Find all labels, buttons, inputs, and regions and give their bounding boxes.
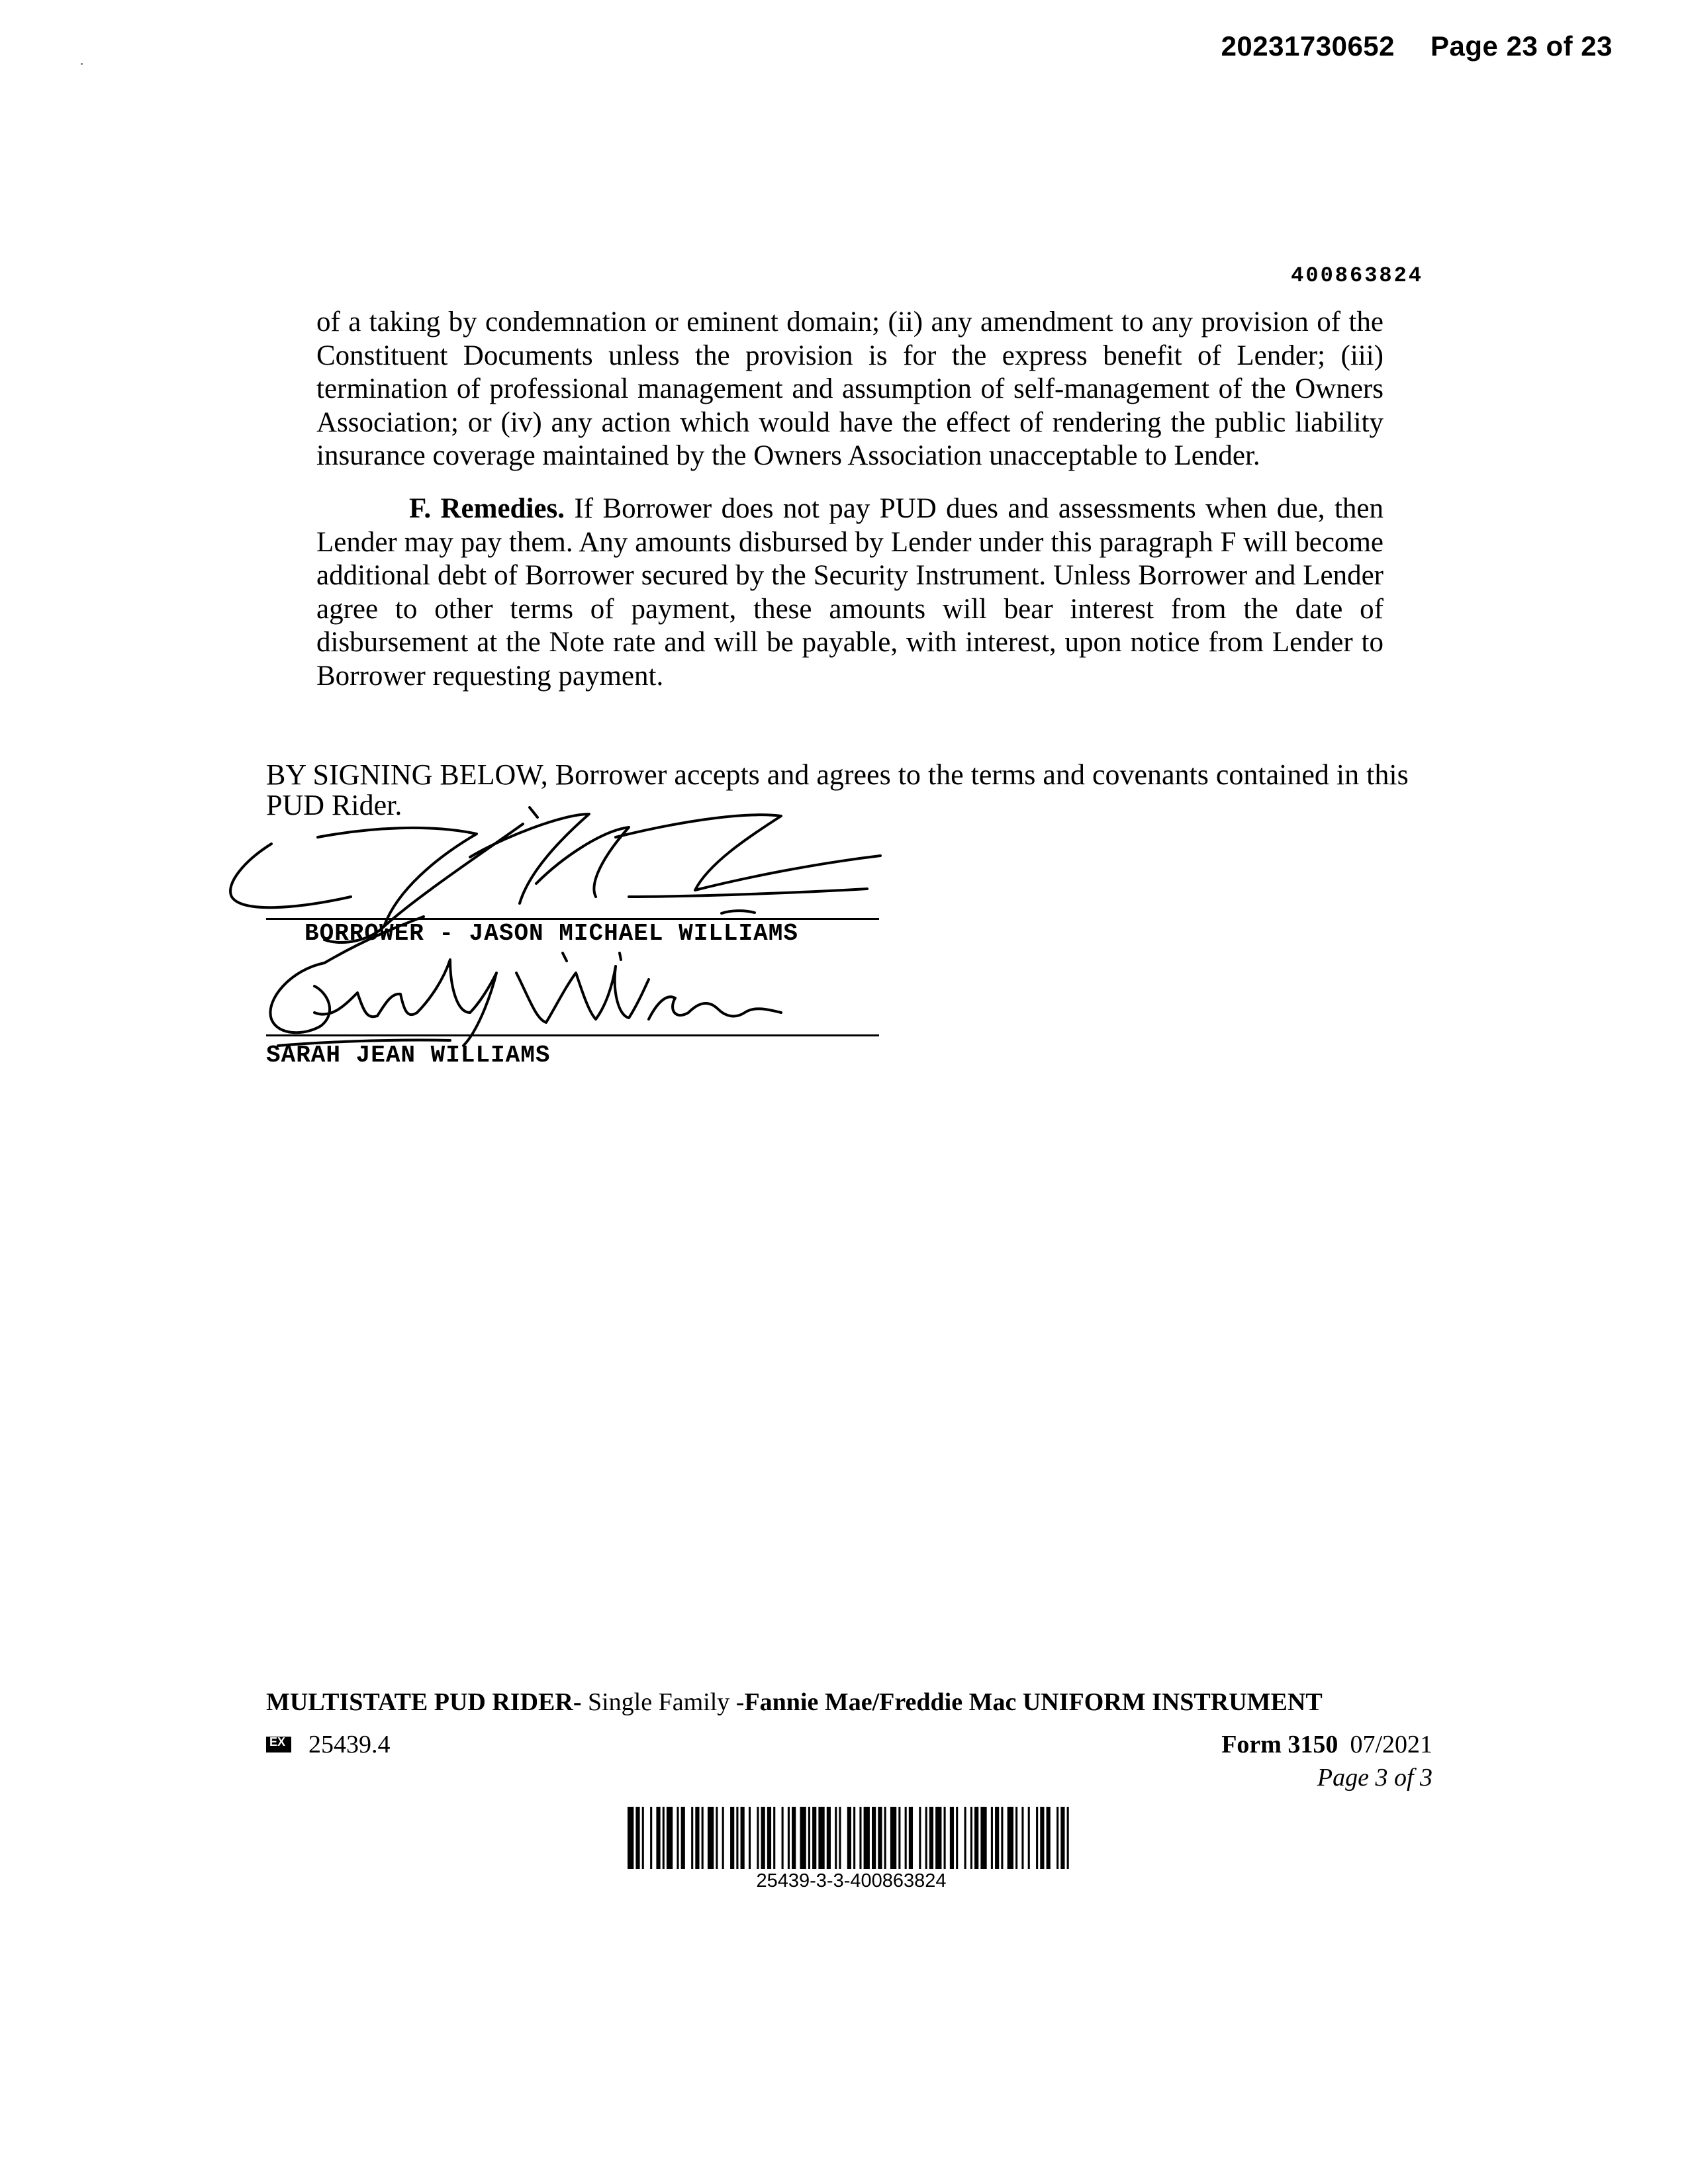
barcode-bar [964,1807,966,1869]
barcode-bar [898,1807,900,1869]
form-code [266,1730,391,1759]
barcode-bar [925,1807,927,1869]
barcode-bar [736,1807,738,1869]
barcode-bar [782,1807,784,1869]
barcode-bar [1036,1807,1038,1869]
barcode-bar [663,1807,665,1869]
signing-statement: BY SIGNING BELOW, Borrower accepts and agrees to the terms and covenants contained in this PUD Rider. [266,758,1409,821]
barcode-bar [956,1807,958,1869]
barcode-bar [1047,1807,1051,1869]
barcode-bar [691,1807,693,1869]
barcode-bar [1008,1807,1013,1869]
form-code-number: 25439.4 [308,1731,391,1758]
barcode-bar [1001,1807,1003,1869]
barcode-bar [767,1807,771,1869]
barcode-bar [667,1807,673,1869]
remedies-text: If Borrower does not pay PUD dues and assessments when due, then Lender may pay them. Any amounts disbursed by Lender under this paragraph F will become additional debt of Borrower secured by the Security Instrument. Unless Borrower and Lender agree to other terms of payment, these amounts will bear interest from the date of disbursement at the Note rate and will be payable, with interest, upon notice from Lender to Borrower requesting payment. [316,493,1383,692]
barcode-bar [800,1807,806,1869]
page-header [1221,30,1613,62]
barcode-bar [677,1807,679,1869]
scan-speck [81,63,83,65]
body-paragraph-1: of a taking by condemnation or eminent domain; (ii) any amendment to any provision of the Constituent Documents unless the provision is for the express benefit of Lender; (iii) termination of professional management and assumption of self-management of the Owners Association; or (iv) any action which would have the effect of rendering the public liability insurance coverage maintained by the Owners Association unacceptable to Lender. [316,306,1383,471]
ex-form-icon [266,1737,291,1752]
barcode-bar [847,1807,851,1869]
barcode-bar [808,1807,810,1869]
barcode-bar [1015,1807,1017,1869]
barcode-bar [1021,1807,1023,1869]
barcode-bar [950,1807,954,1869]
barcode-text: 25439-3-3-400863824 [756,1870,947,1891]
barcode-bar [757,1807,759,1869]
barcode-bar [749,1807,751,1869]
body-paragraph-remedies [316,492,1383,693]
document-number: 20231730652 [1221,30,1395,62]
form-identifier [1221,1730,1432,1759]
barcode-bar [970,1807,972,1869]
remedies-heading: F. Remedies. [409,493,565,524]
barcode-bar [995,1807,999,1869]
form-title-part-1: MULTISTATE PUD RIDER- [266,1688,582,1716]
barcode-bar [730,1807,734,1869]
barcode-bar [1067,1807,1069,1869]
barcode-bar [1040,1807,1044,1869]
barcode-bar [878,1807,882,1869]
barcode-bar [788,1807,790,1869]
form-title-part-2: Single Family - [581,1688,745,1716]
barcode-bar [773,1807,775,1869]
barcode-bar [702,1807,704,1869]
barcode-bar [722,1807,724,1869]
barcode-bar [681,1807,685,1869]
barcode-bar [935,1807,941,1869]
barcode-bar [839,1807,841,1869]
barcode-bar [974,1807,978,1869]
barcode-bar [909,1807,913,1869]
loan-number: 400863824 [1291,263,1423,288]
barcode-bar [980,1807,986,1869]
barcode-bar [864,1807,870,1869]
barcode-bar [628,1807,633,1869]
signer-name-co-borrower: SARAH JEAN WILLIAMS [266,1042,551,1069]
barcode-bar [884,1807,886,1869]
page-label: Page 23 of 23 [1430,30,1613,62]
barcode-bar [929,1807,933,1869]
barcode-bar [1060,1807,1064,1869]
barcode-bar [991,1807,993,1869]
barcode-bar [1056,1807,1058,1869]
barcode [628,1807,1075,1869]
barcode-bar [905,1807,907,1869]
barcode-bar [827,1807,831,1869]
form-number: Form 3150 [1221,1731,1338,1758]
barcode-bar [761,1807,765,1869]
form-page-number: Page 3 of 3 [1317,1764,1432,1792]
barcode-bar [835,1807,837,1869]
barcode-bar [890,1807,896,1869]
barcode-bar [944,1807,946,1869]
barcode-bar [708,1807,714,1869]
barcode-bar [656,1807,660,1869]
barcode-bar [1028,1807,1030,1869]
barcode-bar [818,1807,824,1869]
barcode-bar [650,1807,652,1869]
barcode-bar [642,1807,644,1869]
form-title-part-3: Fannie Mae/Freddie Mac UNIFORM INSTRUMENT [744,1688,1323,1716]
barcode-bar [695,1807,699,1869]
barcode-bar [853,1807,855,1869]
barcode-bar [792,1807,796,1869]
signer-name-borrower: BORROWER - JASON MICHAEL WILLIAMS [305,920,798,947]
barcode-bar [812,1807,816,1869]
barcode-bar [919,1807,921,1869]
barcode-bar [872,1807,876,1869]
barcode-bar [716,1807,718,1869]
barcode-bar [635,1807,639,1869]
barcode-bar [741,1807,745,1869]
form-title [266,1688,1323,1717]
signature-line-2 [266,1034,879,1036]
barcode-bar [859,1807,861,1869]
form-date: 07/2021 [1350,1731,1432,1758]
